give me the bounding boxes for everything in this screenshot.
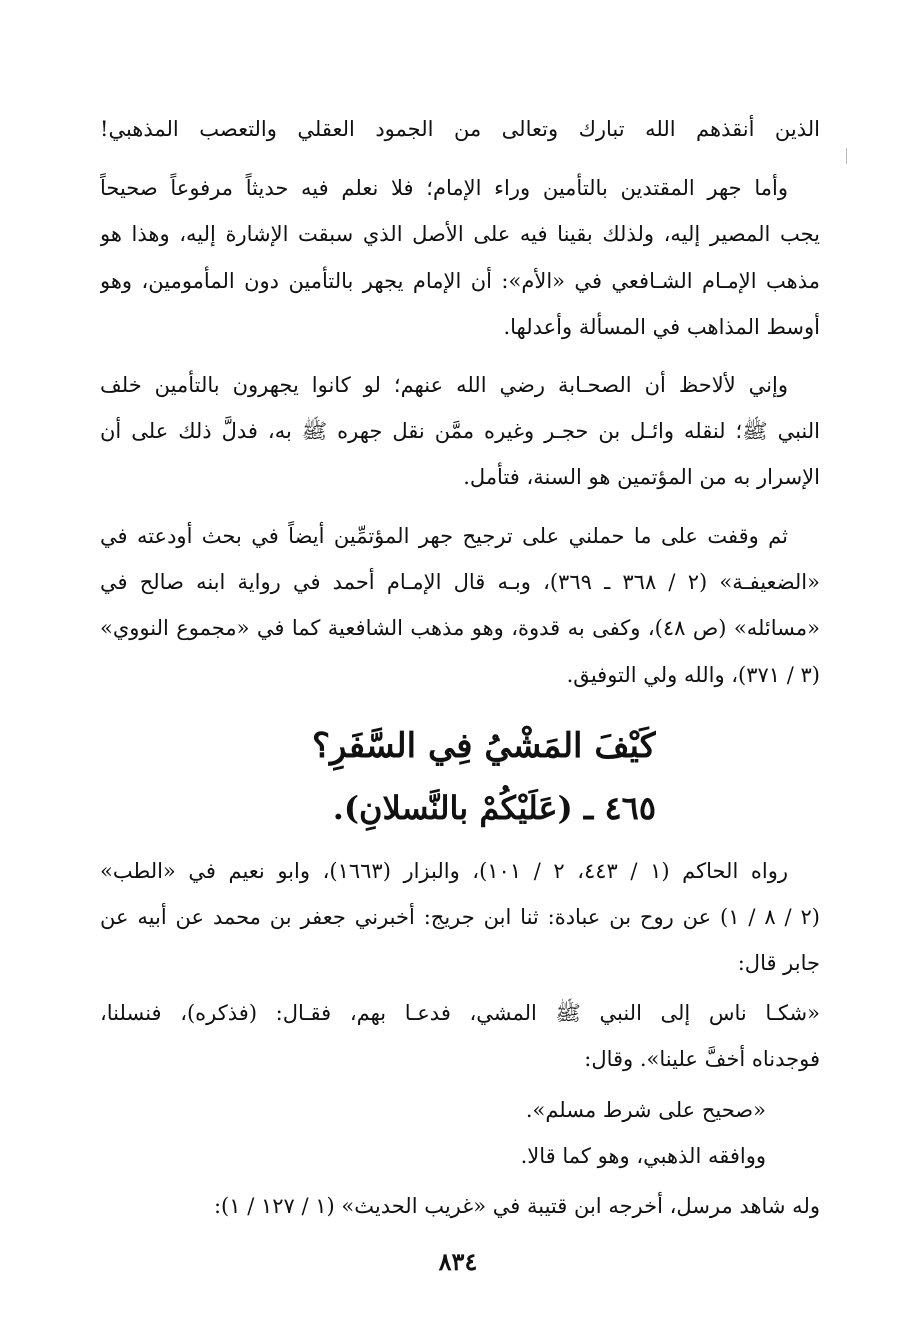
text-line-13: رواه الحاكم (١ / ٤٤٣، ٢ / ١٠١)، والبزار (١٦٦٣)، وابو نعيم في «الطب» (100, 859, 788, 883)
text-line-3: يجب المصير إليه، ولذلك بقينا فيه على الأصل الذي سبقت الإشارة إليه، وهذا هو (100, 222, 820, 246)
hadith-heading: ٤٦٥ ـ (عَلَيْكُمْ بالنَّسلانِ). (332, 789, 656, 827)
text-line-2: وأما جهر المقتدين بالتأمين وراء الإمام؛ فلا نعلم فيه حديثاً مرفوعاً صحيحاً (100, 176, 788, 200)
text-line-9: ثم وقفت على ما حملني على ترجيح جهر المؤتمِّين أيضاً في بحث أودعته في (100, 524, 788, 548)
text-line-5: أوسط المذاهب في المسألة وأعدلها. (503, 315, 820, 339)
text-line-11: «مسائله» (ص ٤٨)، وكفى به قدوة، وهو مذهب الشافعية كما في «مجموع النووي» (100, 616, 820, 640)
text-line-18: «صحيح على شرط مسلم». (525, 1098, 766, 1122)
text-line-15: جابر قال: (737, 951, 820, 975)
text-line-7: النبي ﷺ؛ لنقله وائـل بن حجـر وغيره ممَّن نقل جهره ﷺ به، فدلَّ ذلك على أن (100, 419, 820, 443)
text-line-4: مذهب الإمـام الشـافعي في «الأم»: أن الإمام يجهر بالتأمين دون المأمومين، وهو (100, 269, 820, 293)
text-line-12: (٣ / ٣٧١)، والله ولي التوفيق. (566, 663, 820, 687)
text-line-17: فوجدناه أخفَّ علينا». وقال: (584, 1047, 820, 1071)
text-line-16: «شكـا ناس إلى النبي ﷺ المشي، فدعـا بهم، فقـال: (فذكره)، فنسلنا، (100, 1001, 820, 1025)
text-line-10: «الضعيفـة» (٢ / ٣٦٨ ـ ٣٦٩)، وبـه قال الإمـام أحمد في رواية ابنه صالح في (100, 570, 820, 594)
text-line-8: الإسرار به من المؤتمين هو السنة، فتأمل. (463, 465, 820, 489)
page-number: ٨٣٤ (438, 1247, 478, 1276)
section-title: كَيْفَ المَشْيُ فِي السَّفَرِ؟ (311, 726, 656, 766)
text-line-20: وله شاهد مرسل، أخرجه ابن قتيبة في «غريب الحديث» (١ / ١٢٧ / ١): (213, 1194, 820, 1218)
margin-mark (846, 148, 847, 164)
text-line-1: الذين أنقذهم الله تبارك وتعالى من الجمود العقلي والتعصب المذهبي! (100, 117, 820, 141)
text-line-19: ووافقه الذهبي، وهو كما قالا. (520, 1144, 766, 1168)
text-line-6: وإني لألاحظ أن الصحـابة رضي الله عنهم؛ لو كانوا يجهرون بالتأمين خلف (100, 373, 788, 397)
text-line-14: (٢ / ٨ / ١) عن روح بن عبادة: ثنا ابن جريج: أخبرني جعفر بن محمد عن أبيه عن (100, 905, 820, 929)
